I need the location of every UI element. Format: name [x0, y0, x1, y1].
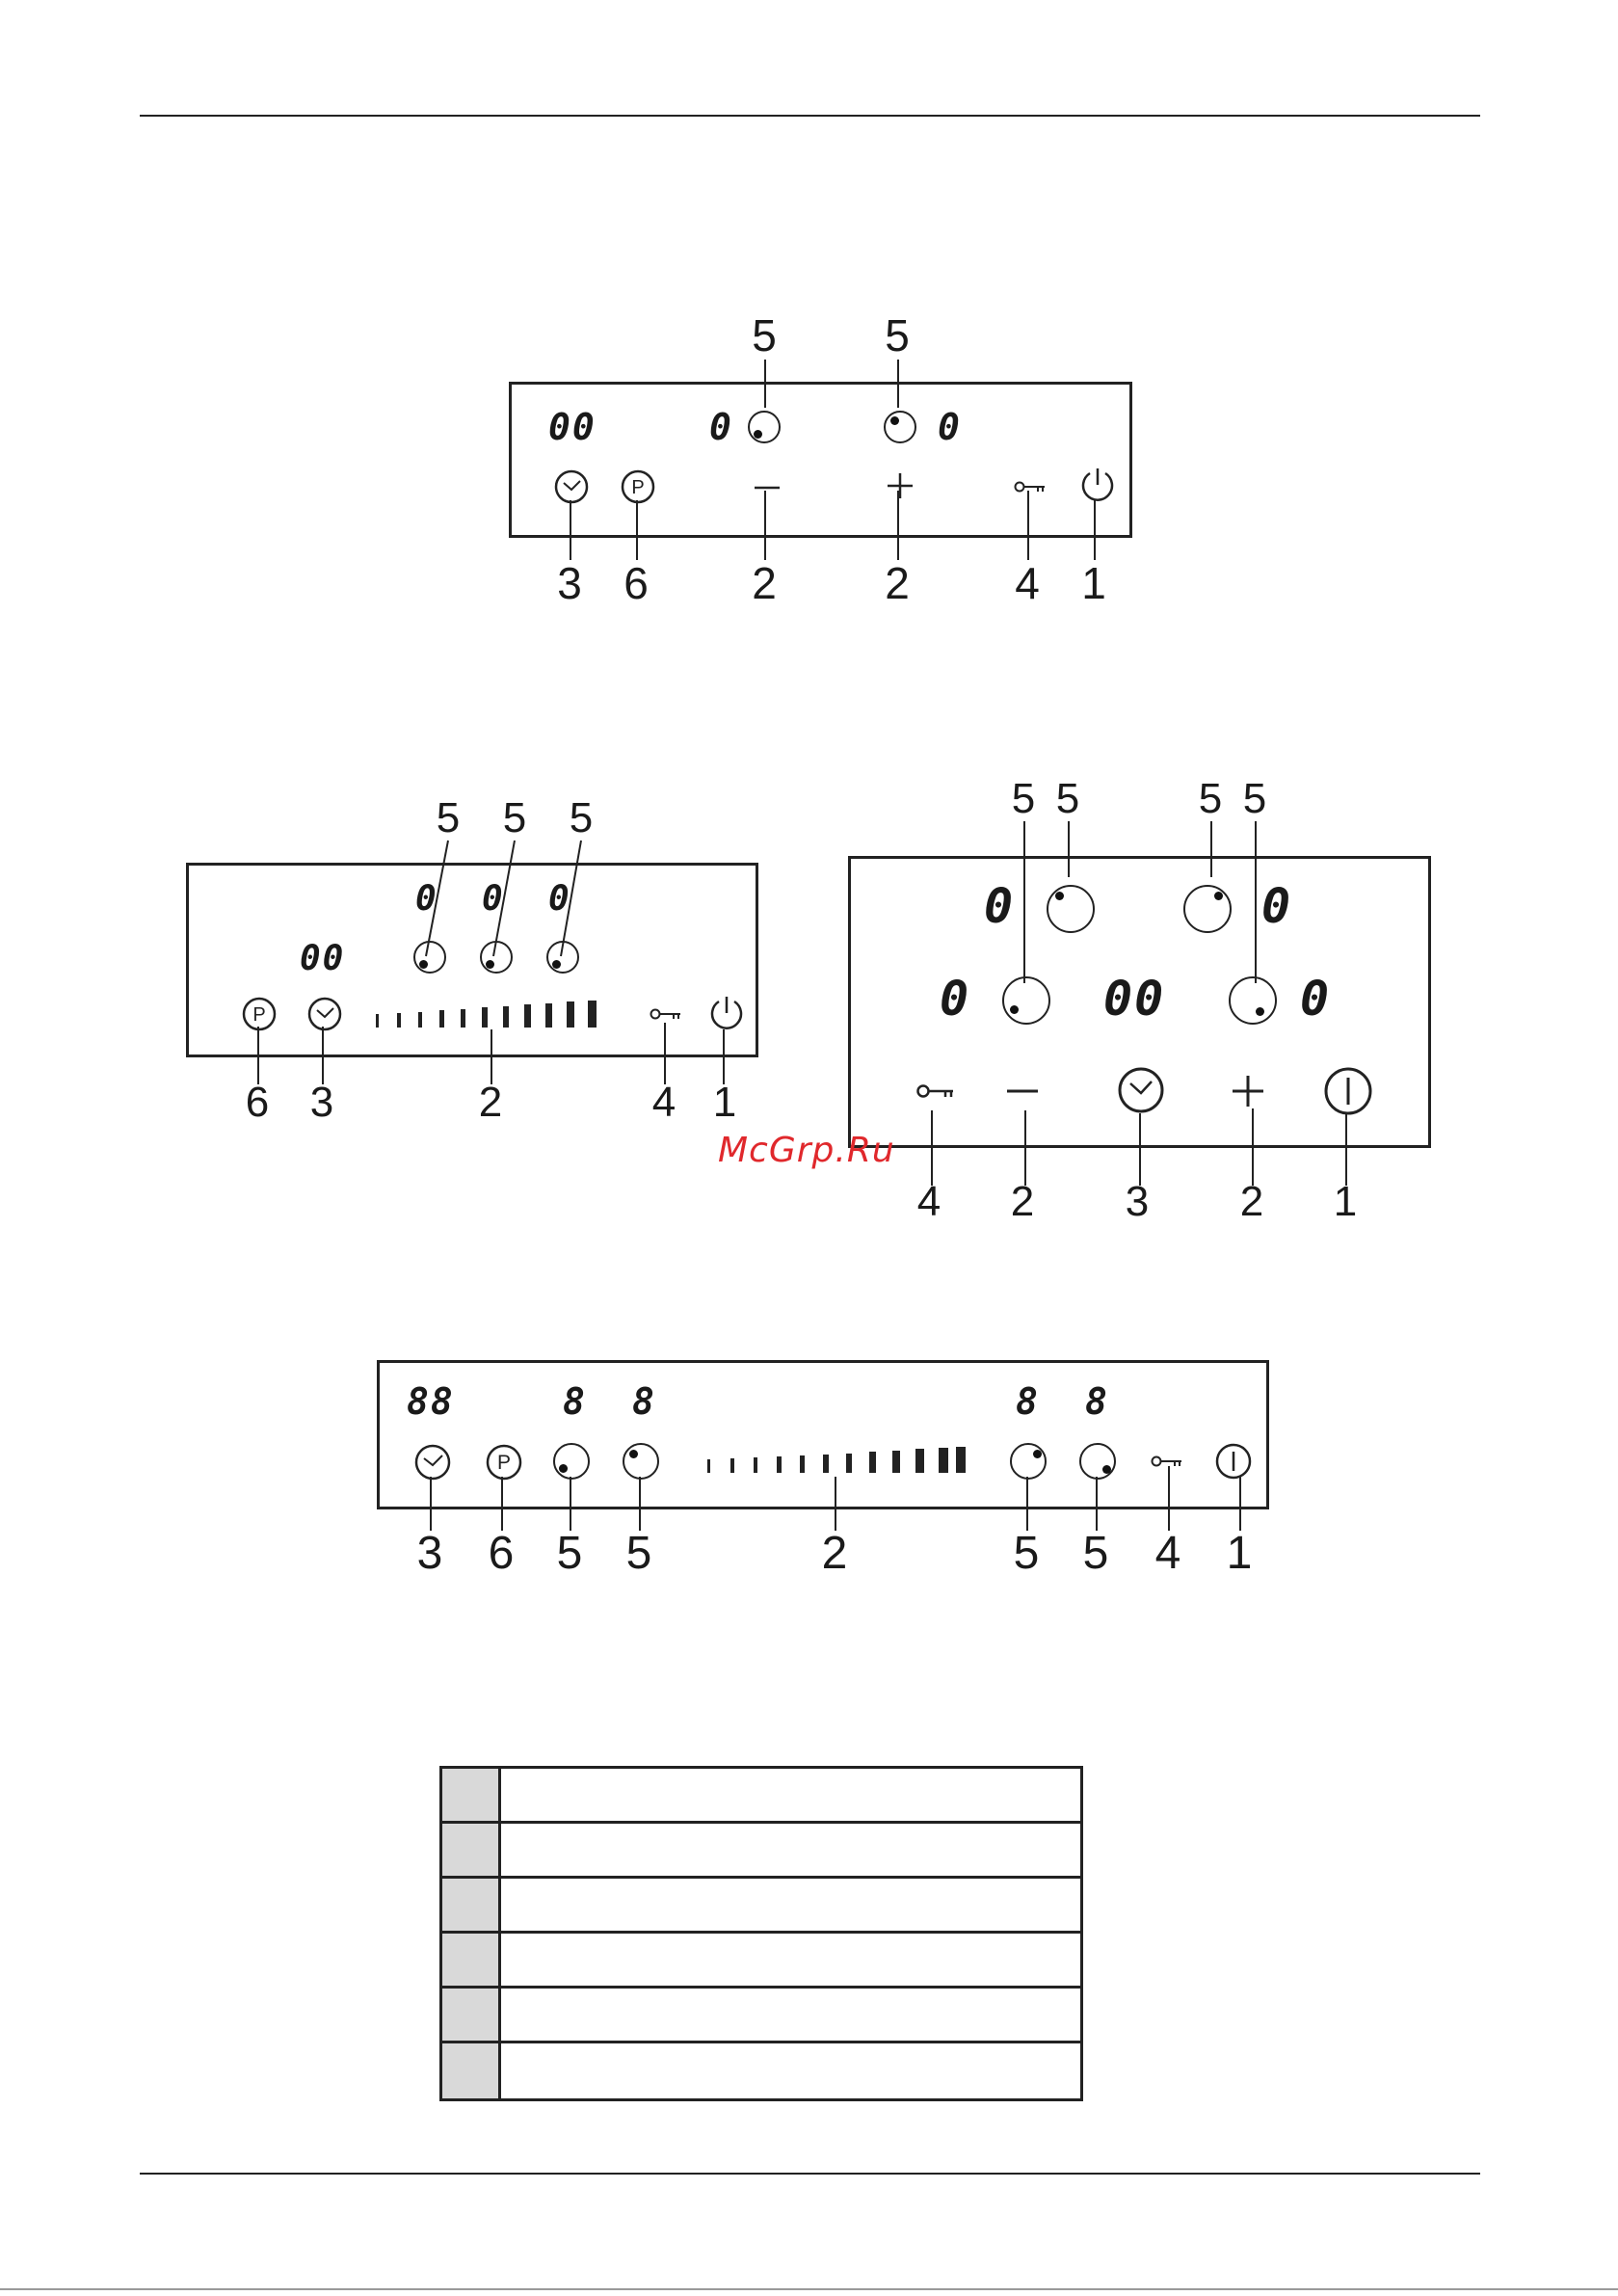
callout-5: 5 — [1011, 775, 1036, 822]
legend-key — [442, 1934, 501, 1986]
clock-icon[interactable] — [307, 997, 342, 1031]
bottom-rule — [140, 2173, 1480, 2175]
leader-line — [931, 1110, 933, 1186]
callout-2: 2 — [1239, 1178, 1264, 1225]
callout-6: 6 — [488, 1528, 515, 1579]
timer-display: 00 — [1103, 971, 1166, 1027]
callout-5: 5 — [752, 310, 777, 360]
callout-5: 5 — [556, 1528, 583, 1579]
p-icon[interactable] — [486, 1444, 522, 1481]
control-panel-2 — [186, 863, 758, 1057]
slider-bars-icon[interactable] — [376, 999, 607, 1031]
table-row — [442, 1934, 1080, 1989]
control-panel-1 — [509, 382, 1132, 538]
callout-3: 3 — [1125, 1178, 1150, 1225]
zone-ring-icon[interactable] — [1183, 885, 1232, 933]
leader-line — [257, 1027, 259, 1084]
zone-ring-icon[interactable] — [1229, 976, 1277, 1025]
legend-key — [442, 1824, 501, 1876]
callout-1: 1 — [1226, 1528, 1253, 1579]
zone-ring-icon[interactable] — [413, 941, 446, 974]
zone-ring-icon[interactable] — [1010, 1443, 1047, 1480]
callout-5: 5 — [436, 794, 461, 841]
callout-3: 3 — [309, 1079, 334, 1126]
callout-4: 4 — [916, 1178, 942, 1225]
clock-icon[interactable] — [414, 1444, 451, 1481]
timer-display: 00 — [300, 939, 346, 978]
legend-desc — [501, 1879, 1080, 1931]
power-icon[interactable] — [1323, 1066, 1373, 1116]
legend-desc — [501, 1934, 1080, 1986]
zone-ring-icon[interactable] — [1079, 1443, 1116, 1480]
callout-1: 1 — [1333, 1178, 1358, 1225]
zone-display: 0 — [984, 878, 1016, 934]
callout-6: 6 — [245, 1079, 270, 1126]
leader-line — [570, 1477, 571, 1531]
zone-display: 0 — [1300, 971, 1332, 1027]
callout-2: 2 — [1010, 1178, 1035, 1225]
watermark: McGrp.Ru — [718, 1131, 895, 1170]
legend-desc — [501, 2043, 1080, 2098]
svg-text:P: P — [496, 1452, 512, 1474]
legend-key — [442, 1989, 501, 2041]
leader-line — [491, 1029, 492, 1084]
zone-display: 0 — [938, 406, 962, 448]
zone-ring-icon[interactable] — [623, 1443, 659, 1480]
zone-display: 8 — [1085, 1380, 1109, 1423]
key-icon[interactable] — [650, 1006, 682, 1022]
power-icon[interactable] — [1214, 1442, 1253, 1481]
callout-1: 1 — [712, 1079, 737, 1126]
leader-line — [430, 1477, 432, 1531]
callout-5: 5 — [1198, 775, 1223, 822]
leader-line — [1139, 1113, 1141, 1186]
zone-display: 0 — [940, 971, 971, 1027]
top-rule — [140, 115, 1480, 117]
leader-line — [835, 1477, 836, 1531]
zone-display: 8 — [563, 1380, 587, 1423]
leader-line — [570, 500, 571, 560]
leader-line — [1026, 1477, 1028, 1531]
callout-2: 2 — [821, 1528, 848, 1579]
callout-5: 5 — [625, 1528, 652, 1579]
slider-bars-icon[interactable] — [707, 1446, 968, 1477]
control-panel-3 — [848, 856, 1431, 1148]
leader-line — [764, 491, 766, 560]
timer-display: 88 — [407, 1380, 455, 1423]
leader-line — [1345, 1113, 1347, 1186]
leader-line — [636, 500, 638, 560]
table-row — [442, 1879, 1080, 1934]
p-icon[interactable] — [621, 469, 655, 504]
callout-5: 5 — [1013, 1528, 1040, 1579]
callout-5: 5 — [1082, 1528, 1109, 1579]
clock-icon[interactable] — [1117, 1066, 1165, 1114]
callout-4: 4 — [1154, 1528, 1181, 1579]
legend-key — [442, 1879, 501, 1931]
key-icon[interactable] — [1151, 1454, 1183, 1469]
callout-4: 4 — [651, 1079, 676, 1126]
legend-desc — [501, 1989, 1080, 2041]
callout-2: 2 — [478, 1079, 503, 1126]
callout-5: 5 — [569, 794, 594, 841]
zone-ring-icon[interactable] — [546, 941, 579, 974]
zone-ring-icon[interactable] — [884, 411, 916, 443]
svg-text:P: P — [252, 1004, 266, 1026]
minus-icon[interactable] — [1005, 1086, 1040, 1096]
callout-5: 5 — [885, 310, 910, 360]
leader-line — [1239, 1477, 1241, 1531]
legend-key — [442, 2043, 501, 2098]
leader-line — [897, 491, 899, 560]
callout-5: 5 — [502, 794, 527, 841]
page-edge-line — [0, 2288, 1618, 2290]
leader-line — [1024, 1110, 1026, 1186]
leader-line — [1094, 500, 1096, 560]
clock-icon[interactable] — [554, 469, 589, 504]
legend-desc — [501, 1769, 1080, 1821]
callout-6: 6 — [623, 558, 649, 608]
zone-display: 8 — [1016, 1380, 1040, 1423]
table-row — [442, 1769, 1080, 1824]
plus-icon[interactable] — [1231, 1074, 1265, 1108]
callout-2: 2 — [752, 558, 777, 608]
callout-2: 2 — [885, 558, 910, 608]
legend-table — [439, 1766, 1083, 2101]
table-row — [442, 2043, 1080, 2098]
zone-ring-icon[interactable] — [1047, 885, 1095, 933]
leader-line — [1027, 491, 1029, 560]
power-icon[interactable] — [707, 994, 746, 1032]
callout-1: 1 — [1081, 558, 1106, 608]
legend-key — [442, 1769, 501, 1821]
callout-5: 5 — [1055, 775, 1080, 822]
leader-line — [1252, 1108, 1254, 1186]
callout-3: 3 — [416, 1528, 443, 1579]
control-panel-4 — [377, 1360, 1269, 1509]
leader-line — [723, 1029, 725, 1084]
zone-display: 0 — [482, 879, 505, 919]
zone-ring-icon[interactable] — [553, 1443, 590, 1480]
callout-3: 3 — [557, 558, 582, 608]
leader-line — [501, 1477, 503, 1531]
zone-display: 0 — [1261, 878, 1293, 934]
key-icon[interactable] — [1014, 479, 1047, 494]
plus-icon[interactable] — [886, 471, 915, 500]
zone-ring-icon[interactable] — [748, 411, 781, 443]
timer-display: 00 — [548, 406, 597, 448]
table-row — [442, 1989, 1080, 2043]
zone-display: 0 — [415, 879, 438, 919]
power-icon[interactable] — [1078, 466, 1117, 504]
zone-ring-icon[interactable] — [1002, 976, 1050, 1025]
zone-display: 8 — [632, 1380, 656, 1423]
legend-desc — [501, 1824, 1080, 1876]
leader-line — [639, 1477, 641, 1531]
key-icon[interactable] — [916, 1082, 955, 1100]
zone-display: 0 — [709, 406, 733, 448]
callout-5: 5 — [1242, 775, 1267, 822]
callout-4: 4 — [1015, 558, 1040, 608]
leader-line — [322, 1027, 324, 1084]
leader-line — [1168, 1466, 1170, 1531]
minus-icon[interactable] — [753, 483, 782, 493]
table-row — [442, 1824, 1080, 1879]
leader-line — [664, 1023, 666, 1084]
zone-display: 0 — [548, 879, 571, 919]
svg-text:P: P — [631, 477, 645, 498]
leader-line — [1096, 1477, 1098, 1531]
p-icon[interactable] — [242, 997, 277, 1031]
zone-ring-icon[interactable] — [480, 941, 513, 974]
